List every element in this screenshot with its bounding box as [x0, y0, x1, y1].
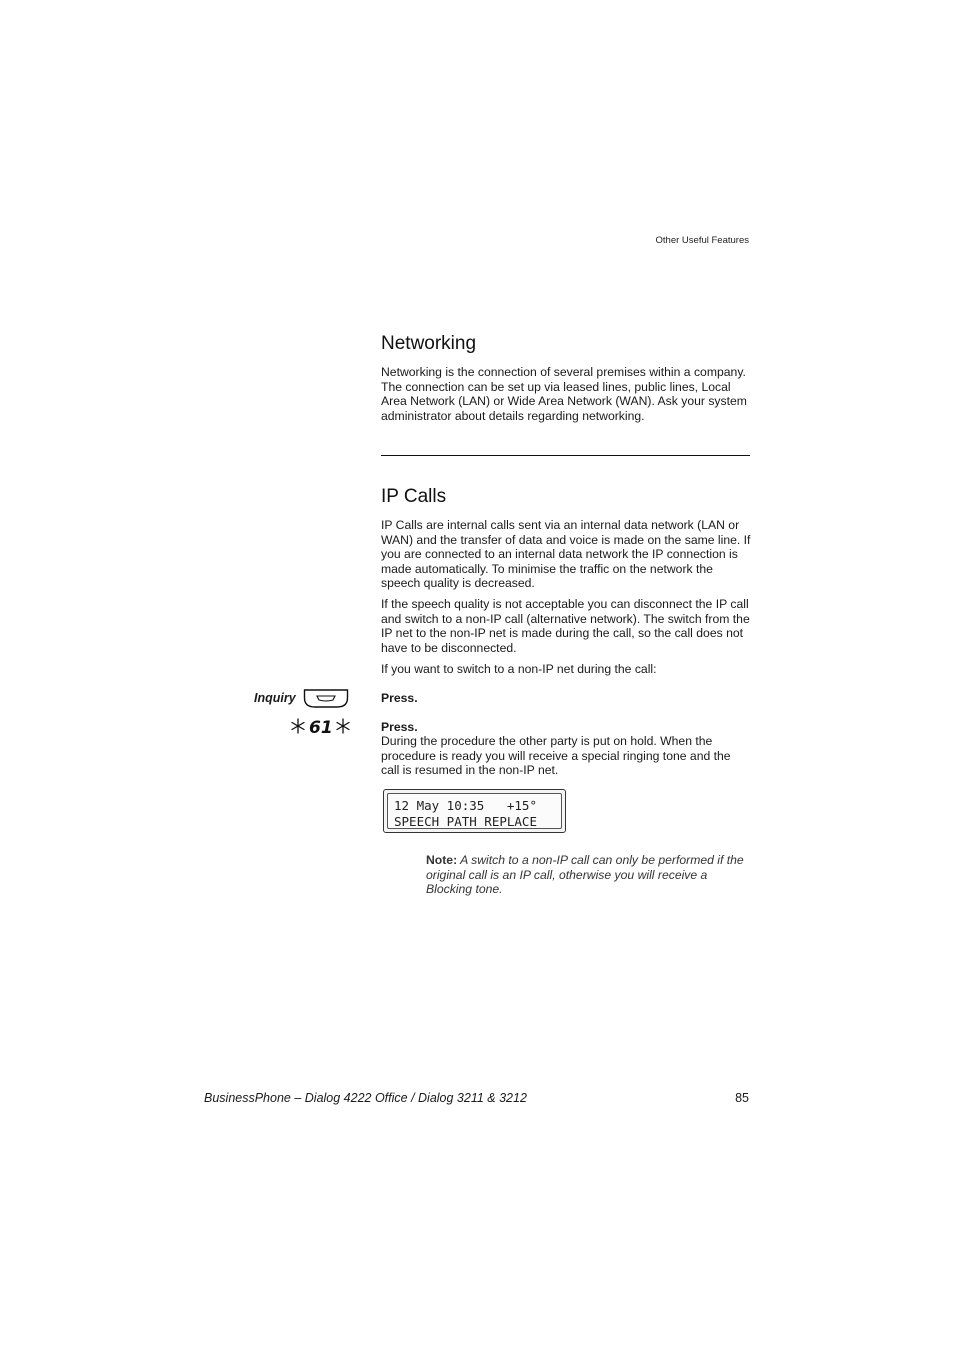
running-head: Other Useful Features: [655, 235, 749, 246]
step-2-press: Press.: [381, 720, 418, 734]
code-digits: 61: [309, 718, 333, 737]
inquiry-key-label: Inquiry: [254, 691, 296, 705]
phone-display: [383, 789, 566, 833]
ip-calls-heading: IP Calls: [381, 486, 447, 507]
ip-calls-para-1: IP Calls are internal calls sent via an internal data network (LAN or WAN) and the transfer of data and voice is made on the same line. If you are connected to an internal data network the IP connection is made automatically. To minimise the traffic on the network the speech quality is decreased.: [381, 518, 751, 591]
networking-body: Networking is the connection of several premises within a company. The connection can be set up via leased lines, public lines, Local Area Network (LAN) or Wide Area Network (WAN). Ask your system administrator about details regarding networking.: [381, 365, 747, 423]
page-number: 85: [735, 1091, 749, 1105]
note-text: A switch to a non-IP call can only be performed if the original call is an IP call, otherwise you will receive a Blocking tone.: [426, 853, 744, 897]
display-line-2: SPEECH PATH REPLACE: [394, 814, 537, 829]
note: [426, 853, 756, 897]
display-line-1: 12 May 10:35 +15°: [394, 798, 537, 813]
ip-calls-para-2: If the speech quality is not acceptable you can disconnect the IP call and switch to a non-IP call (alternative network). The switch from the IP net to the non-IP net is made during the call, so the call does not have to be disconnected.: [381, 597, 750, 655]
inquiry-key-icon: [303, 688, 349, 710]
step-1-press: Press.: [381, 691, 418, 705]
networking-heading: Networking: [381, 333, 477, 354]
note-label: Note:: [426, 853, 458, 867]
ip-calls-para-3: If you want to switch to a non-IP net during the call:: [381, 662, 657, 676]
section-divider: [381, 455, 750, 456]
star-61-star-code-icon: [291, 715, 351, 737]
footer-title: BusinessPhone – Dialog 4222 Office / Dialog 3211 & 3212: [204, 1091, 527, 1105]
step-2-description: During the procedure the other party is put on hold. When the procedure is ready you will receive a special ringing tone and the call is resumed in the non-IP net.: [381, 734, 731, 778]
